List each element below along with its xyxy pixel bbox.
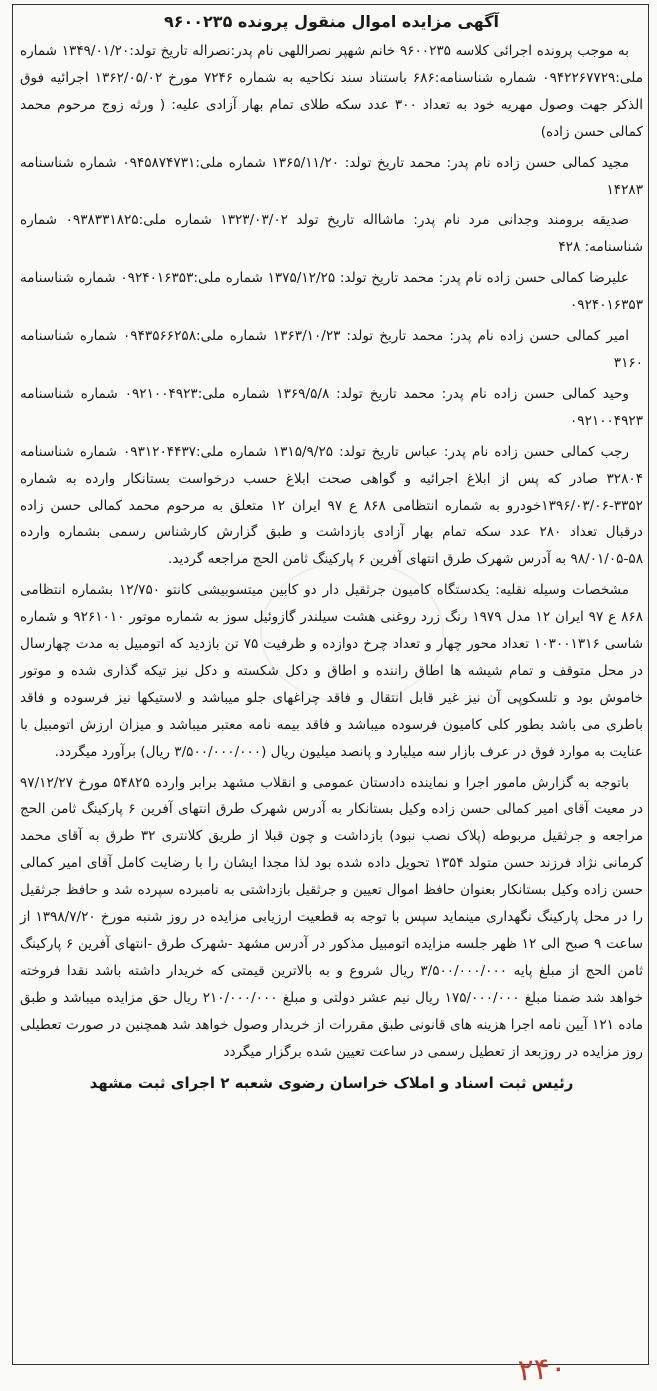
paragraph-heir-vahid: وحید کمالی حسن زاده نام پدر: محمد تاریخ تولد: ۱۳۶۹/۵/۸ شماره ملی:۰۹۲۱۰۰۴۹۲۳ شماره شناسنامه ۰۹۲۱۰۰۴۹۲۳ <box>20 385 643 429</box>
paragraph-heir-sedigheh: صدیقه برومند وجدانی مرد نام پدر: ماشااله تاریخ تولد ۱۳۲۳/۰۳/۰۲ شماره ملی:۰۹۳۸۳۳۱۸۲۵ شماره شناسنامه: ۴۲۸ <box>20 212 643 256</box>
notice-title: آگهی مزایده اموال منقول پرونده ۹۶۰۰۲۳۵ <box>163 12 500 31</box>
paragraph-vehicle-specs: مشخصات وسیله نقلیه: یکدستگاه کامیون جرثقیل دار دو کابین میتسوبیشی کانتو ۱۲/۷۵۰ بشماره انتظامی ۸۶۸ ع ۹۷ ایران ۱۲ مدل ۱۹۷۹ رنگ زرد روغنی هشت سیلندر گازوئیل سوز به شماره موتور ۹۲۶۱۰۱۰ و شماره شاسی ۱۰۳۰۰۱۳۱۶ تعداد محور چهار و تعداد چرخ دوازده و ظرفیت ۷۵ تن بازدید که اتومبیل به مدت چهارسال در محل متوقف و تمام شیشه ها اطاق راننده و اطاق و دکل شکسته و دکل نیز تیکه گذاری شده و موتور خاموش بود و تلسکوپی آن نیز غیر قابل انتقال و فاقد چراغهای جلو میباشد و لاستیکها نیز فرسوده و فاقد باطری می باشد بطور کلی کامیون فرسوده میباشد و فاقد بیمه نامه معتبر میباشد و میزان ارزش اتومبیل با عنایت به موارد فوق در عرف بازار سه میلیارد و پانصد میلیون ریال (۳/۵۰۰/۰۰۰/۰۰۰ ریال) برآورد میگردد. <box>20 582 643 760</box>
paragraph-heir-alireza: علیرضا کمالی حسن زاده نام پدر: محمد تاریخ تولد: ۱۳۷۵/۱۲/۲۵ شماره ملی:۰۹۲۴۰۱۶۳۵۳ شماره شناسنامه ۰۹۲۴۰۱۶۳۵۳ <box>20 270 643 314</box>
paragraph-heir-majid: مجید کمالی حسن زاده نام پدر: محمد تاریخ تولد: ۱۳۶۵/۱۱/۲۰ شماره ملی:۰۹۴۵۸۷۴۷۳۱ شماره شناسنامه ۱۴۲۸۳ <box>20 154 643 198</box>
notice-body <box>20 8 643 1096</box>
paragraph-auction-details: باتوجه به گزارش مامور اجرا و نماینده دادستان عمومی و انقلاب مشهد برابر وارده ۵۴۸۲۵ مورخ ۹۷/۱۲/۲۷ در معیت آقای امیر کمالی حسن زاده وکیل بستانکار به آدرس شهرک طرق انتهای آفرین ۶ پارکینگ ثامن الحج مراجعه و جرثقیل مربوطه (پلاک نصب نبود) بازداشت و چون قبلا از طریق کلانتری ۳۲ طرق به آقای محمد کرمانی نژاد فرزند حسن متولد ۱۳۵۴ تحویل داده شده بود لذا مجدا ایشان را با رضایت کامل آقای امیر کمالی حسن زاده وکیل بستانکار بعنوان حافظ اموال تعیین و جرثقیل بازداشتی به نامبرده سپرده شد و حافظ جرثقیل را در محل پارکینگ نگهداری مینماید سپس با توجه به قطعیت ارزیابی مزایده در روز شنبه مورخ ۱۳۹۸/۷/۲۰ از ساعت ۹ صبح الی ۱۲ ظهر جلسه مزایده اتومبیل مذکور در آدرس مشهد -شهرک طرق -انتهای آفرین ۶ پارکینگ ثامن الحج از مبلغ پایه ۳/۵۰۰/۰۰۰/۰۰۰ ریال شروع و به بالاترین قیمتی که خریدار داشته باشد نقدا فروخته خواهد شد ضمنا مبلغ ۱۷۵/۰۰۰/۰۰۰ ریال نیم عشر دولتی و مبلغ ۲۱۰/۰۰۰/۰۰۰ ریال حق مزایده میباشد و طبق ماده ۱۲۱ آیین نامه اجرا هزینه های قانونی طبق مقررات از خریدار وصول خواهد شد همچنین در صورت تعطیلی روز مزایده در روزبعد از تعطیل رسمی در ساعت تعیین شده برگزار میگردد <box>20 774 644 1060</box>
signature-line: رئیس ثبت اسناد و املاک خراسان رضوی شعبه ۲ اجرای ثبت مشهد <box>89 1073 574 1092</box>
paragraph-heir-amir: امیر کمالی حسن زاده نام پدر: محمد تاریخ تولد: ۱۳۶۳/۱۰/۲۳ شماره ملی:۰۹۴۳۵۶۶۲۵۸ شماره شناسنامه ۳۱۶۰ <box>20 328 643 371</box>
paragraph-heir-rajab: رجب کمالی حسن زاده نام پدر: عباس تاریخ تولد: ۱۳۱۵/۹/۲۵ شماره ملی:۰۹۳۱۲۰۴۴۳۷ شماره شناسنامه ۳۲۸۰۴ صادر که پس از ابلاغ اجرائیه و گواهی صحت ابلاغ حسب درخواست بستانکار وارده به شماره ۳۳۵۲-۱۳۹۶/۰۳/۰۶خودرو به شماره انتظامی ۸۶۸ ع ۹۷ ایران ۱۲ متعلق به مرحوم محمد کمالی حسن زاده درقبال تعداد ۲۸۰ عدد سکه تمام بهار آزادی بازداشت و طبق گزارش کارشناس رسمی بشماره وارده ۵۸-۹۸/۰۱/۰۵ به آدرس شهرک طرق انتهای آفرین ۶ پارکینگ ثامن الحج مراجعه گردید. <box>20 443 643 568</box>
paragraph-case-intro: به موجب پرونده اجرائی کلاسه ۹۶۰۰۲۳۵ خانم شهپر نصراللهی نام پدر:نصراله تاریخ تولد:۱۳۴۹/۰۱/۲۰ شماره ملی:۰۹۴۲۲۶۷۷۲۹ شماره شناسنامه:۶۸۶ باستناد سند نکاحیه به شماره ۷۲۴۶ مورخ ۱۳۶۲/۰۵/۰۲ اجرائیه فوق الذکر جهت وصول مهریه خود به تعداد ۳۰۰ عدد سکه طلای تمام بهار آزادی علیه: ( ورثه زوج مرحوم محمد کمالی حسن زاده) <box>20 43 644 140</box>
handwritten-number: ۲۴۰ <box>516 1350 568 1389</box>
